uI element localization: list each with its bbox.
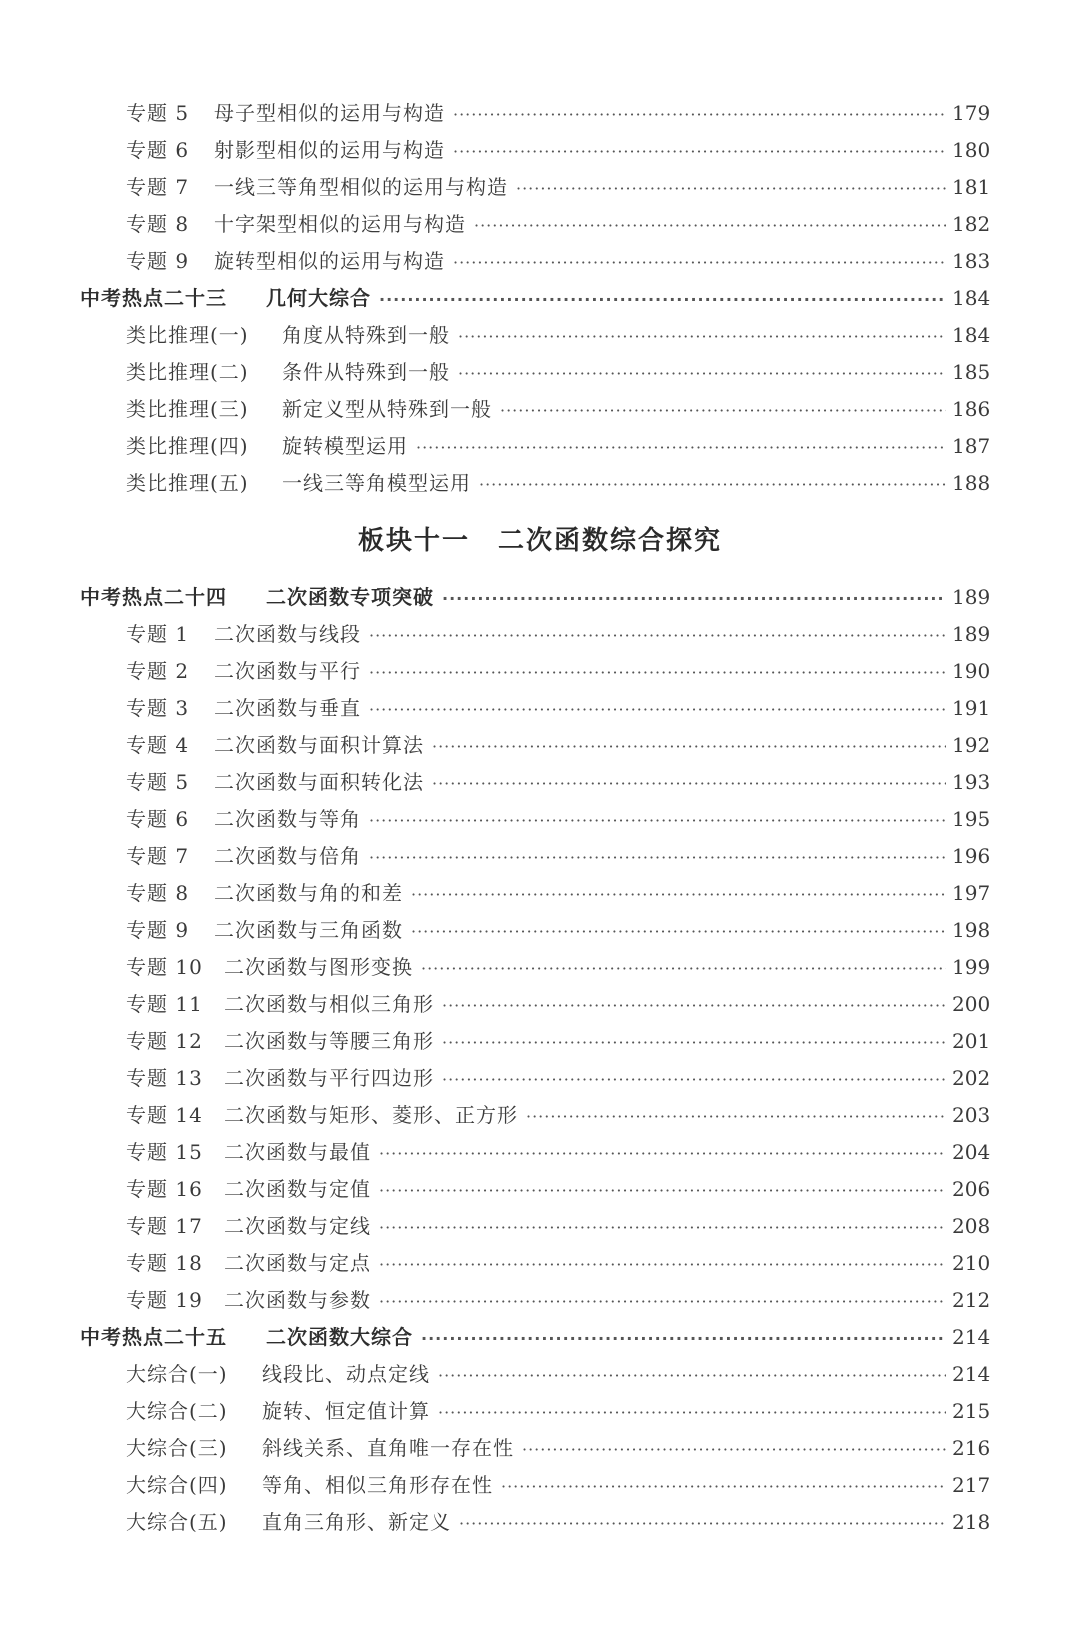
toc-entry[interactable] — [126, 728, 991, 762]
entry-title: 二次函数与等腰三角形 — [224, 1029, 434, 1053]
toc-entry[interactable] — [126, 839, 991, 873]
toc-entry[interactable] — [126, 1246, 991, 1280]
toc-entry[interactable] — [126, 355, 991, 389]
entry-label: 大综合(二) — [126, 1399, 228, 1423]
toc-entry[interactable] — [126, 318, 991, 352]
entry-label: 专题 6 — [126, 807, 190, 831]
entry-title: 旋转模型运用 — [282, 434, 408, 458]
entry-title: 射影型相似的运用与构造 — [214, 138, 445, 162]
dot-leader — [458, 357, 946, 391]
dot-leader — [369, 804, 946, 838]
dot-leader — [442, 1026, 946, 1060]
entry-page-number: 195 — [952, 807, 991, 831]
toc-entry[interactable] — [126, 392, 991, 426]
toc-entry[interactable] — [126, 1061, 991, 1095]
dot-leader — [411, 915, 946, 949]
entry-title: 旋转型相似的运用与构造 — [214, 249, 445, 273]
dot-leader — [442, 989, 946, 1023]
entry-page-number: 186 — [952, 397, 991, 421]
entry-label: 专题 6 — [126, 138, 190, 162]
dot-leader — [474, 209, 946, 243]
entry-page-number: 210 — [952, 1251, 991, 1275]
toc-chapter-entry[interactable] — [80, 580, 991, 614]
entry-page-number: 214 — [952, 1325, 991, 1349]
dot-leader — [369, 619, 946, 653]
entry-title: 二次函数与面积转化法 — [214, 770, 424, 794]
toc-entry[interactable] — [126, 691, 991, 725]
dot-leader — [453, 98, 946, 132]
dot-leader — [522, 1433, 946, 1467]
entry-title: 线段比、动点定线 — [262, 1362, 430, 1386]
entry-label: 专题 10 — [126, 955, 203, 979]
entry-title: 二次函数与定线 — [224, 1214, 371, 1238]
entry-title: 二次函数与矩形、菱形、正方形 — [224, 1103, 518, 1127]
entry-label: 专题 7 — [126, 175, 190, 199]
toc-entry[interactable] — [126, 1098, 991, 1132]
toc-entry[interactable] — [126, 950, 991, 984]
entry-label: 类比推理(一) — [126, 323, 249, 347]
toc-entry[interactable] — [126, 617, 991, 651]
dot-leader — [500, 394, 946, 428]
entry-label: 专题 7 — [126, 844, 190, 868]
entry-page-number: 215 — [952, 1399, 991, 1423]
entry-label: 专题 9 — [126, 918, 190, 942]
toc-entry[interactable] — [126, 913, 991, 947]
entry-label: 专题 8 — [126, 212, 190, 236]
entry-label: 类比推理(三) — [126, 397, 249, 421]
entry-label: 类比推理(四) — [126, 434, 249, 458]
entry-label: 专题 12 — [126, 1029, 203, 1053]
entry-page-number: 217 — [952, 1473, 991, 1497]
entry-page-number: 184 — [952, 323, 991, 347]
toc-entry[interactable] — [126, 1468, 991, 1502]
toc-entry[interactable] — [126, 987, 991, 1021]
toc-entry[interactable] — [126, 1283, 991, 1317]
entry-page-number: 182 — [952, 212, 991, 236]
entry-title: 二次函数与角的和差 — [214, 881, 403, 905]
entry-page-number: 204 — [952, 1140, 991, 1164]
entry-label: 专题 8 — [126, 881, 190, 905]
dot-leader — [369, 693, 946, 727]
entry-title: 二次函数与倍角 — [214, 844, 361, 868]
entry-label: 专题 5 — [126, 101, 190, 125]
dot-leader — [432, 767, 946, 801]
dot-leader — [411, 878, 946, 912]
dot-leader — [416, 431, 946, 465]
entry-page-number: 196 — [952, 844, 991, 868]
entry-label: 专题 18 — [126, 1251, 203, 1275]
entry-page-number: 184 — [952, 286, 991, 310]
entry-page-number: 191 — [952, 696, 991, 720]
entry-label: 专题 2 — [126, 659, 190, 683]
entry-title: 旋转、恒定值计算 — [262, 1399, 430, 1423]
dot-leader — [453, 135, 946, 169]
entry-title: 几何大综合 — [266, 286, 371, 310]
dot-leader — [453, 246, 946, 280]
dot-leader — [526, 1100, 946, 1134]
entry-label: 专题 9 — [126, 249, 190, 273]
dot-leader — [459, 1507, 946, 1541]
entry-title: 新定义型从特殊到一般 — [282, 397, 492, 421]
toc-entry[interactable] — [126, 1024, 991, 1058]
toc-entry[interactable] — [126, 1394, 991, 1428]
entry-title: 一线三等角型相似的运用与构造 — [214, 175, 508, 199]
dot-leader — [442, 582, 946, 616]
toc-entry[interactable] — [126, 1135, 991, 1169]
entry-label: 专题 19 — [126, 1288, 203, 1312]
toc-entry[interactable] — [126, 1505, 991, 1539]
entry-title: 直角三角形、新定义 — [262, 1510, 451, 1534]
entry-page-number: 206 — [952, 1177, 991, 1201]
entry-title: 二次函数与三角函数 — [214, 918, 403, 942]
dot-leader — [379, 283, 946, 317]
entry-title: 二次函数与面积计算法 — [214, 733, 424, 757]
toc-entry[interactable] — [126, 1431, 991, 1465]
entry-label: 大综合(三) — [126, 1436, 228, 1460]
dot-leader — [379, 1211, 946, 1245]
toc-entry[interactable] — [126, 765, 991, 799]
dot-leader — [421, 952, 946, 986]
toc-entry[interactable] — [126, 244, 991, 278]
entry-page-number: 183 — [952, 249, 991, 273]
entry-page-number: 200 — [952, 992, 991, 1016]
entry-title: 十字架型相似的运用与构造 — [214, 212, 466, 236]
entry-title: 条件从特殊到一般 — [282, 360, 450, 384]
entry-label: 类比推理(五) — [126, 471, 249, 495]
entry-title: 二次函数与平行 — [214, 659, 361, 683]
toc-entry[interactable] — [126, 1209, 991, 1243]
entry-title: 等角、相似三角形存在性 — [262, 1473, 493, 1497]
entry-page-number: 181 — [952, 175, 991, 199]
dot-leader — [369, 656, 946, 690]
dot-leader — [479, 468, 946, 502]
entry-title: 二次函数与参数 — [224, 1288, 371, 1312]
entry-title: 二次函数与定值 — [224, 1177, 371, 1201]
toc-chapter-entry[interactable] — [80, 281, 991, 315]
dot-leader — [379, 1174, 946, 1208]
section-heading: 板块十一 二次函数综合探究 — [357, 526, 722, 556]
entry-label: 专题 4 — [126, 733, 190, 757]
entry-page-number: 192 — [952, 733, 991, 757]
dot-leader — [442, 1063, 946, 1097]
entry-page-number: 208 — [952, 1214, 991, 1238]
entry-title: 母子型相似的运用与构造 — [214, 101, 445, 125]
entry-page-number: 214 — [952, 1362, 991, 1386]
entry-title: 二次函数与图形变换 — [224, 955, 413, 979]
toc-entry[interactable] — [126, 170, 991, 204]
toc-entry[interactable] — [126, 207, 991, 241]
dot-leader — [438, 1359, 946, 1393]
dot-leader — [432, 730, 946, 764]
dot-leader — [379, 1285, 946, 1319]
entry-page-number: 193 — [952, 770, 991, 794]
entry-page-number: 198 — [952, 918, 991, 942]
entry-page-number: 197 — [952, 881, 991, 905]
dot-leader — [438, 1396, 946, 1430]
entry-label: 中考热点二十三 — [80, 286, 227, 310]
entry-page-number: 189 — [952, 622, 991, 646]
entry-page-number: 218 — [952, 1510, 991, 1534]
entry-title: 斜线关系、直角唯一存在性 — [262, 1436, 514, 1460]
dot-leader — [458, 320, 946, 354]
dot-leader — [501, 1470, 946, 1504]
toc-entry[interactable] — [126, 96, 991, 130]
entry-page-number: 212 — [952, 1288, 991, 1312]
entry-page-number: 180 — [952, 138, 991, 162]
toc-entry[interactable] — [126, 876, 991, 910]
entry-label: 大综合(四) — [126, 1473, 228, 1497]
entry-page-number: 199 — [952, 955, 991, 979]
entry-label: 专题 15 — [126, 1140, 203, 1164]
toc-entry[interactable] — [126, 133, 991, 167]
entry-page-number: 190 — [952, 659, 991, 683]
toc-entry[interactable] — [126, 466, 991, 500]
dot-leader — [369, 841, 946, 875]
dot-leader — [379, 1137, 946, 1171]
entry-page-number: 188 — [952, 471, 991, 495]
entry-label: 中考热点二十五 — [80, 1325, 227, 1349]
entry-title: 一线三等角模型运用 — [282, 471, 471, 495]
entry-title: 二次函数与最值 — [224, 1140, 371, 1164]
entry-title: 二次函数与定点 — [224, 1251, 371, 1275]
entry-page-number: 216 — [952, 1436, 991, 1460]
dot-leader — [516, 172, 946, 206]
toc-entry[interactable] — [126, 802, 991, 836]
entry-label: 专题 11 — [126, 992, 203, 1016]
entry-label: 大综合(五) — [126, 1510, 228, 1534]
entry-label: 类比推理(二) — [126, 360, 249, 384]
entry-label: 中考热点二十四 — [80, 585, 227, 609]
entry-page-number: 185 — [952, 360, 991, 384]
entry-title: 角度从特殊到一般 — [282, 323, 450, 347]
entry-label: 专题 14 — [126, 1103, 203, 1127]
toc-entry[interactable] — [126, 429, 991, 463]
entry-label: 专题 3 — [126, 696, 190, 720]
entry-page-number: 203 — [952, 1103, 991, 1127]
entry-title: 二次函数与垂直 — [214, 696, 361, 720]
entry-page-number: 189 — [952, 585, 991, 609]
toc-entry[interactable] — [126, 1357, 991, 1391]
dot-leader — [379, 1248, 946, 1282]
toc-entry[interactable] — [126, 654, 991, 688]
entry-page-number: 201 — [952, 1029, 991, 1053]
entry-label: 专题 13 — [126, 1066, 203, 1090]
entry-label: 专题 5 — [126, 770, 190, 794]
entry-label: 专题 1 — [126, 622, 190, 646]
entry-page-number: 187 — [952, 434, 991, 458]
entry-label: 专题 17 — [126, 1214, 203, 1238]
toc-chapter-entry[interactable] — [80, 1320, 991, 1354]
dot-leader — [421, 1322, 946, 1356]
entry-label: 专题 16 — [126, 1177, 203, 1201]
entry-label: 大综合(一) — [126, 1362, 228, 1386]
entry-title: 二次函数与线段 — [214, 622, 361, 646]
entry-title: 二次函数与等角 — [214, 807, 361, 831]
entry-title: 二次函数与平行四边形 — [224, 1066, 434, 1090]
entry-title: 二次函数大综合 — [266, 1325, 413, 1349]
entry-page-number: 179 — [952, 101, 991, 125]
entry-title: 二次函数专项突破 — [266, 585, 434, 609]
entry-title: 二次函数与相似三角形 — [224, 992, 434, 1016]
entry-page-number: 202 — [952, 1066, 991, 1090]
toc-entry[interactable] — [126, 1172, 991, 1206]
